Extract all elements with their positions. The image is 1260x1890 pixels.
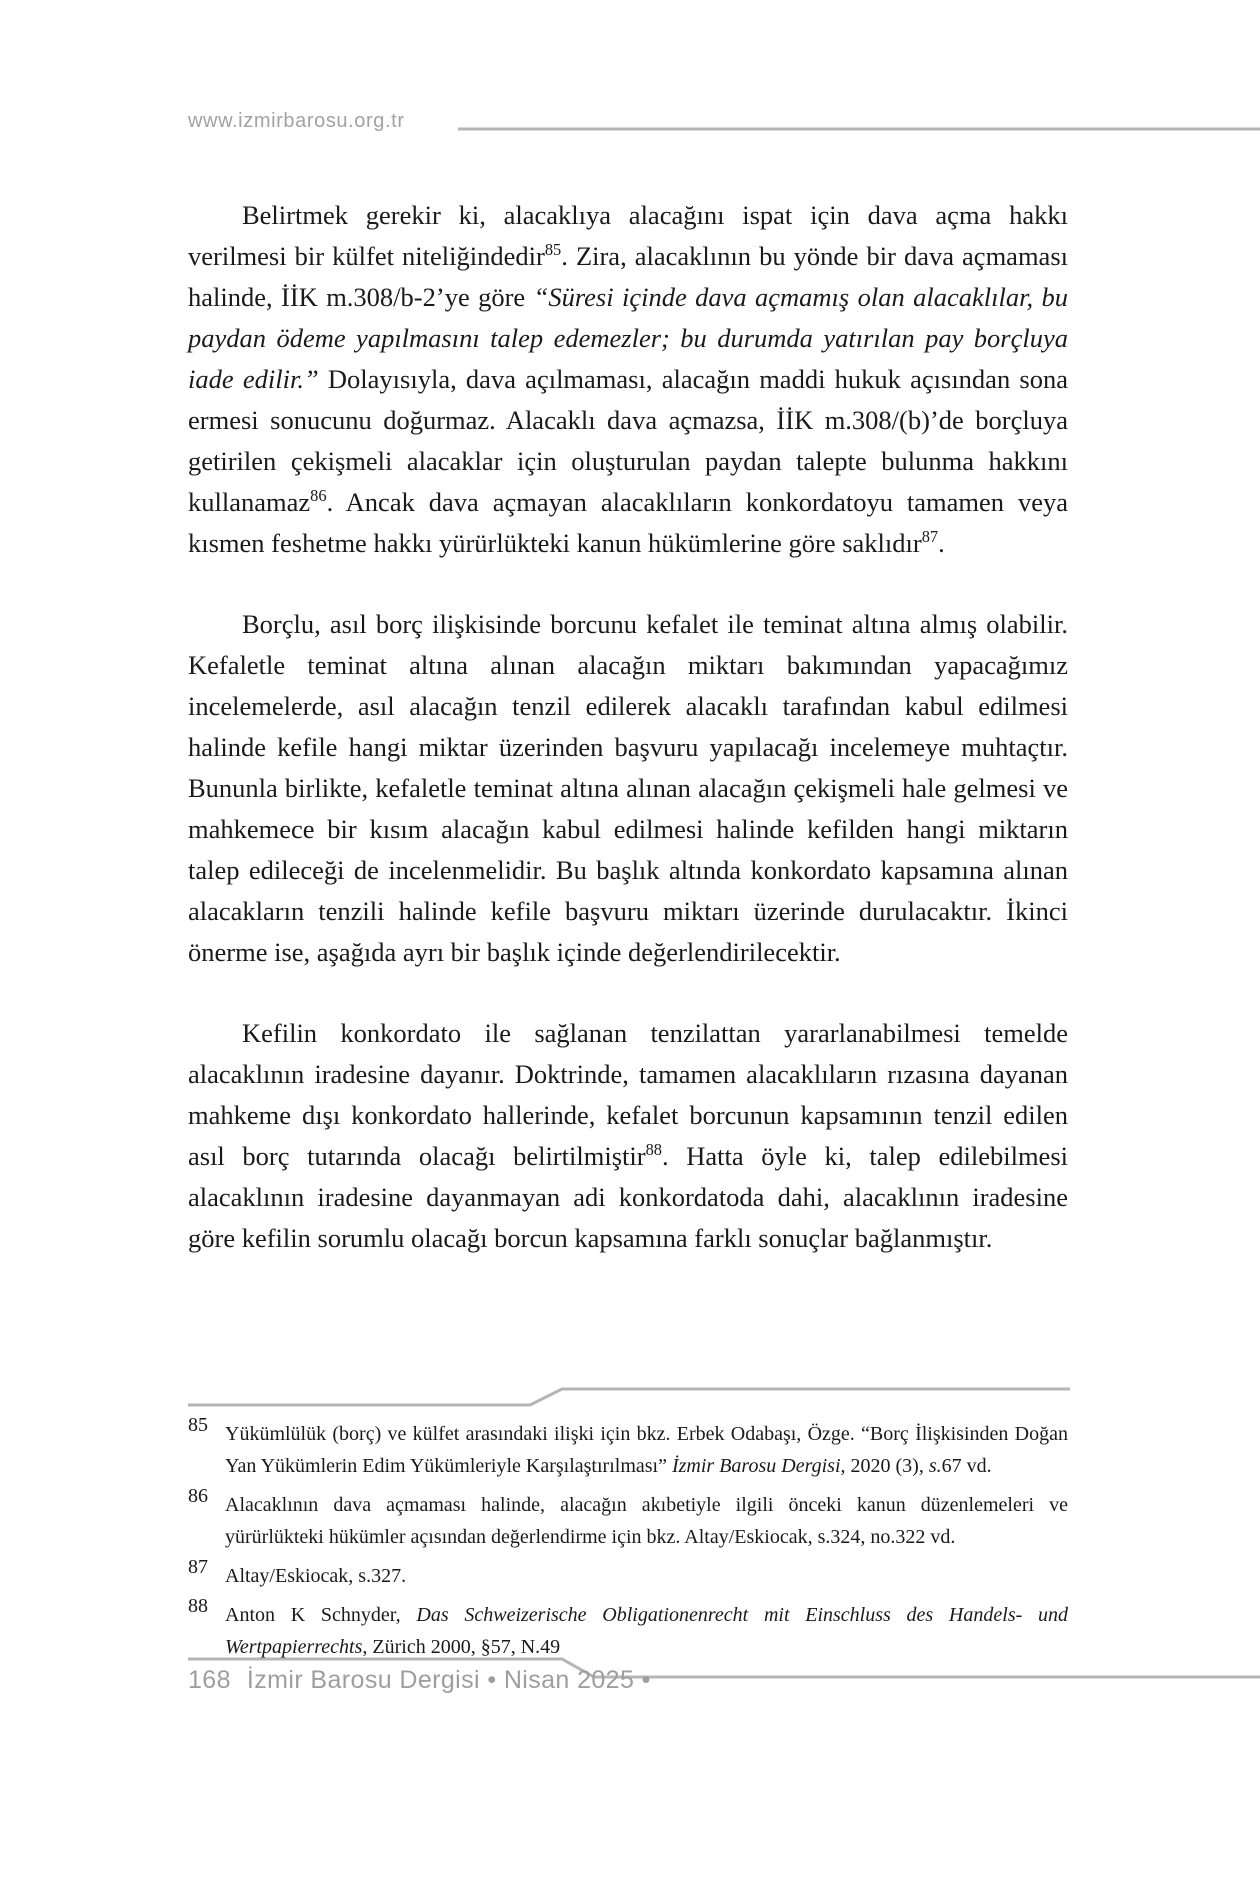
footnote	[188, 1485, 1068, 1553]
footnote-reference: 87	[921, 527, 939, 547]
footnote-text	[225, 1489, 1068, 1553]
footnote-reference: 88	[645, 1140, 662, 1160]
footnote	[188, 1556, 1068, 1592]
text-run: , Zürich 2000, §57, N.49	[362, 1636, 561, 1658]
text-run: . Zira, alacaklının bu yönde bir dava açmaması halinde, İİK m.308/b-2’ye göre	[188, 241, 1068, 312]
journal-name: İzmir Barosu Dergisi • Nisan 2025 •	[246, 1666, 651, 1694]
footnote-text	[225, 1599, 1068, 1663]
header-url: www.izmirbarosu.org.tr	[188, 110, 405, 132]
text-run: Borçlu, asıl borç ilişkisinde borcunu kefalet ile teminat altına almış olabilir. Kefaletle teminat altına alınan alacağın miktarı bakımından yapacağımız incelemelerde, asıl alacağın tenzil edilerek alacaklı tarafından kabul edilmesi halinde kefile hangi miktar üzerinden başvuru yapılacağı incelemeye muhtaçtır. Bununla birlikte, kefaletle teminat altına alınan alacağın çekişmeli hale gelmesi ve mahkemece bir kısım alacağın kabul edilmesi halinde kefilden hangi miktarın talep edileceği de incelenmelidir. Bu başlık altında konkordato kapsamına alınan alacakların tenzili halinde kefile başvuru miktarı üzerinde durulacaktır. İkinci önerme ise, aşağıda ayrı bir başlık içinde değerlendirilecektir.	[188, 609, 1068, 967]
footnote-number: 87	[188, 1556, 208, 1578]
text-run: .	[938, 528, 945, 558]
footnote-text	[225, 1418, 1068, 1482]
page-footer	[188, 1666, 651, 1695]
footnote	[188, 1414, 1068, 1482]
italic-text: “Süresi içinde dava açmamış olan alacaklılar, bu paydan ödeme yapılmasını talep edemezler; bu durumda yatırılan pay borçluya iade edilir.”	[188, 282, 1068, 394]
article-body	[188, 195, 1068, 1299]
footnote	[188, 1595, 1068, 1663]
text-run: Dolayısıyla, dava açılmaması, alacağın maddi hukuk açısından sona ermesi sonucunu doğurmaz. Alacaklı dava açmazsa, İİK m.308/(b)’de borçluya getirilen çekişmeli alacaklar için oluşturulan paydan talepte bulunma hakkını kullanamaz	[188, 364, 1068, 517]
paragraph	[188, 195, 1068, 564]
text-run: Kefilin konkordato ile sağlanan tenzilattan yararlanabilmesi temelde alacaklının iradesine dayanır. Doktrinde, tamamen alacaklıların rızasına dayanan mahkeme dışı konkordato hallerinde, kefalet borcunun kapsamının tenzil edilen asıl borç tutarında olacağı belirtilmiştir	[188, 1018, 1068, 1171]
text-run: Altay/Eskiocak, s.327.	[225, 1565, 407, 1587]
page-number: 168	[188, 1666, 231, 1694]
text-run: Yükümlülük (borç) ve külfet arasındaki ilişki için bkz. Erbek Odabaşı, Özge. “Borç İlişkisinden Doğan Yan Yükümlerin Edim Yükümleriyle Karşılaştırılması”	[225, 1423, 1068, 1477]
footnote-text	[225, 1560, 1068, 1592]
paragraph	[188, 1013, 1068, 1259]
text-run: Belirtmek gerekir ki, alacaklıya alacağını ispat için dava açma hakkı verilmesi bir külfet niteliğindedir	[188, 200, 1068, 271]
text-run: , 2020 (3),	[840, 1455, 929, 1477]
text-run: Anton K Schnyder,	[225, 1604, 417, 1626]
footnote-separator-rule	[188, 1389, 1070, 1405]
footnote-number: 85	[188, 1414, 208, 1436]
italic-text: İzmir Barosu Dergisi	[671, 1455, 841, 1477]
text-run: . Hatta öyle ki, talep edilebilmesi alacaklının iradesine dayanmayan adi konkordatoda dahi, alacaklının iradesine göre kefilin sorumlu olacağı borcun kapsamına farklı sonuçlar bağlanmıştır.	[188, 1141, 1068, 1253]
footnote-number: 86	[188, 1485, 208, 1507]
italic-text: Das Schweizerische Obligationenrecht mit Einschluss des Handels- und Wertpapierrechts	[225, 1604, 1068, 1658]
footnote-number: 88	[188, 1595, 208, 1617]
paragraph	[188, 604, 1068, 973]
italic-text: s.	[928, 1455, 942, 1477]
text-run: 67 vd.	[941, 1455, 992, 1477]
footnotes-section	[188, 1414, 1068, 1670]
footnote-reference: 85	[544, 240, 562, 260]
text-run: . Ancak dava açmayan alacaklıların konkordatoyu tamamen veya kısmen feshetme hakkı yürürlükteki kanun hükümlerine göre saklıdır	[188, 487, 1068, 558]
page-header	[188, 110, 405, 133]
text-run: Alacaklının dava açmaması halinde, alacağın akıbetiyle ilgili önceki kanun düzenlemeleri ve yürürlükteki hükümler açısından değerlendirme için bkz. Altay/Eskiocak, s.324, no.322 vd.	[225, 1494, 1068, 1548]
footnote-reference: 86	[310, 486, 327, 506]
